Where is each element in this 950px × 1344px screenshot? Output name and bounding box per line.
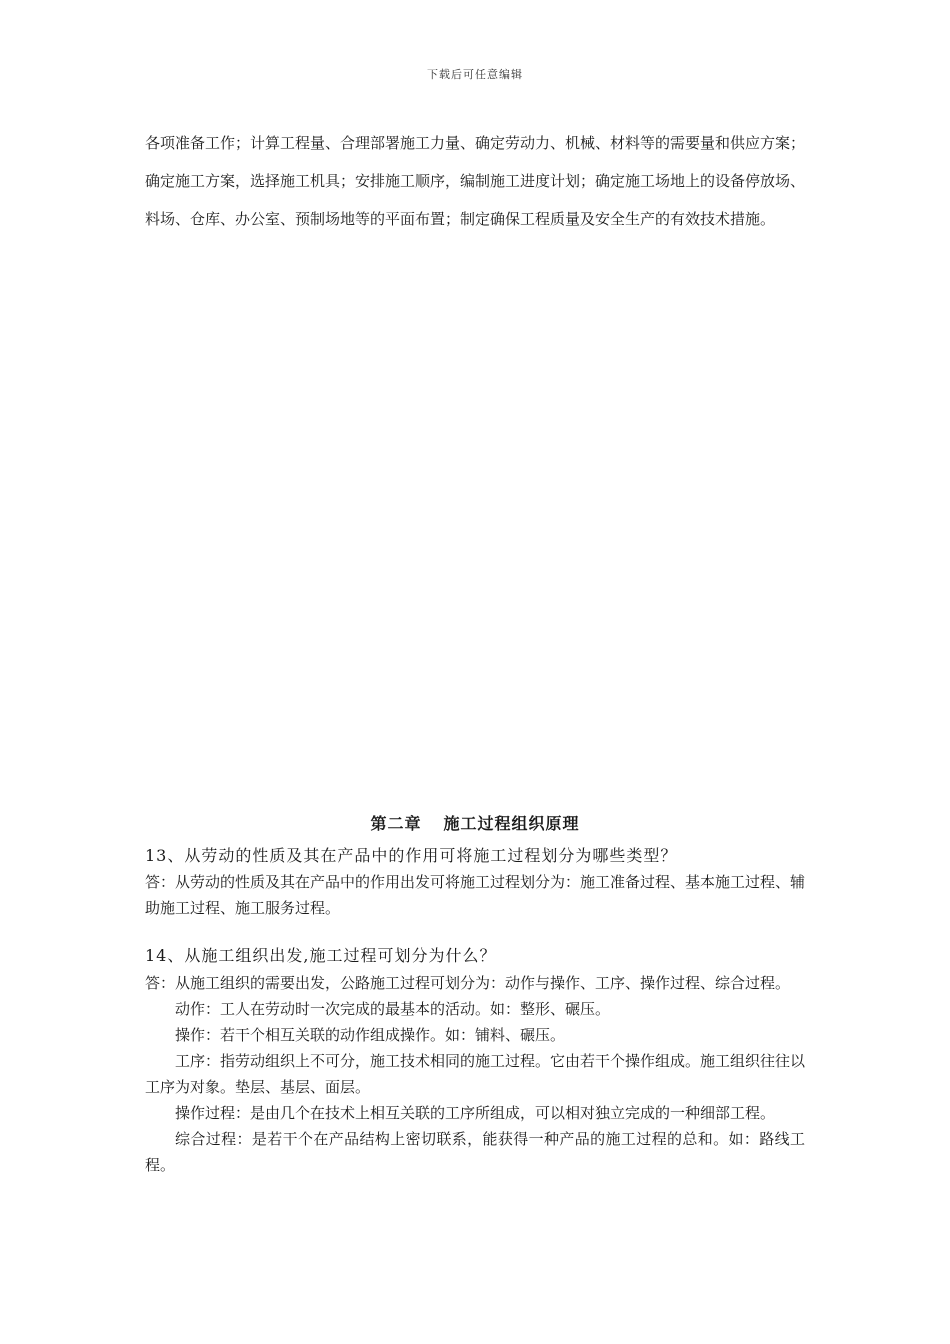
answer-14: [145, 970, 805, 1178]
intro-paragraph: 各项准备工作；计算工程量、合理部署施工力量、确定劳动力、机械、材料等的需要量和供应方案；确定施工方案，选择施工机具；安排施工顺序，编制施工进度计划；确定施工场地上的设备停放场、料场、仓库、办公室、预制场地等的平面布置；制定确保工程质量及安全生产的有效技术措施。: [145, 134, 806, 228]
question-13: 13、从劳动的性质及其在产品中的作用可将施工过程划分为哪些类型？: [145, 846, 678, 865]
answer-13-text: 答：从劳动的性质及其在产品中的作用出发可将施工过程划分为：施工准备过程、基本施工过程、辅助施工过程、施工服务过程。: [145, 873, 806, 917]
answer-14-item-action: 动作：工人在劳动时一次完成的最基本的活动。如：整形、碾压。: [175, 1000, 611, 1018]
chapter-title: [0, 811, 950, 834]
chapter-name: 施工过程组织原理: [443, 814, 580, 833]
header-note: 下载后可任意编辑: [427, 68, 523, 81]
chapter-number: 第二章: [370, 814, 422, 833]
answer-14-item-composite-process: 综合过程：是若干个在产品结构上密切联系，能获得一种产品的施工过程的总和。如：路线工程。: [145, 1130, 805, 1174]
answer-13: [145, 869, 805, 921]
answer-14-item-procedure: 工序：指劳动组织上不可分，施工技术相同的施工过程。它由若干个操作组成。施工组织往往以工序为对象。垫层、基层、面层。: [145, 1052, 806, 1096]
answer-14-text: 答：从施工组织的需要出发，公路施工过程可划分为：动作与操作、工序、操作过程、综合过程。: [145, 974, 791, 992]
question-14: 14、从施工组织出发,施工过程可划分为什么？: [145, 946, 497, 965]
answer-14-item-operation: 操作：若干个相互关联的动作组成操作。如：铺料、碾压。: [175, 1026, 566, 1044]
answer-14-item-operation-process: 操作过程：是由几个在技术上相互关联的工序所组成，可以相对独立完成的一种细部工程。: [175, 1104, 776, 1122]
